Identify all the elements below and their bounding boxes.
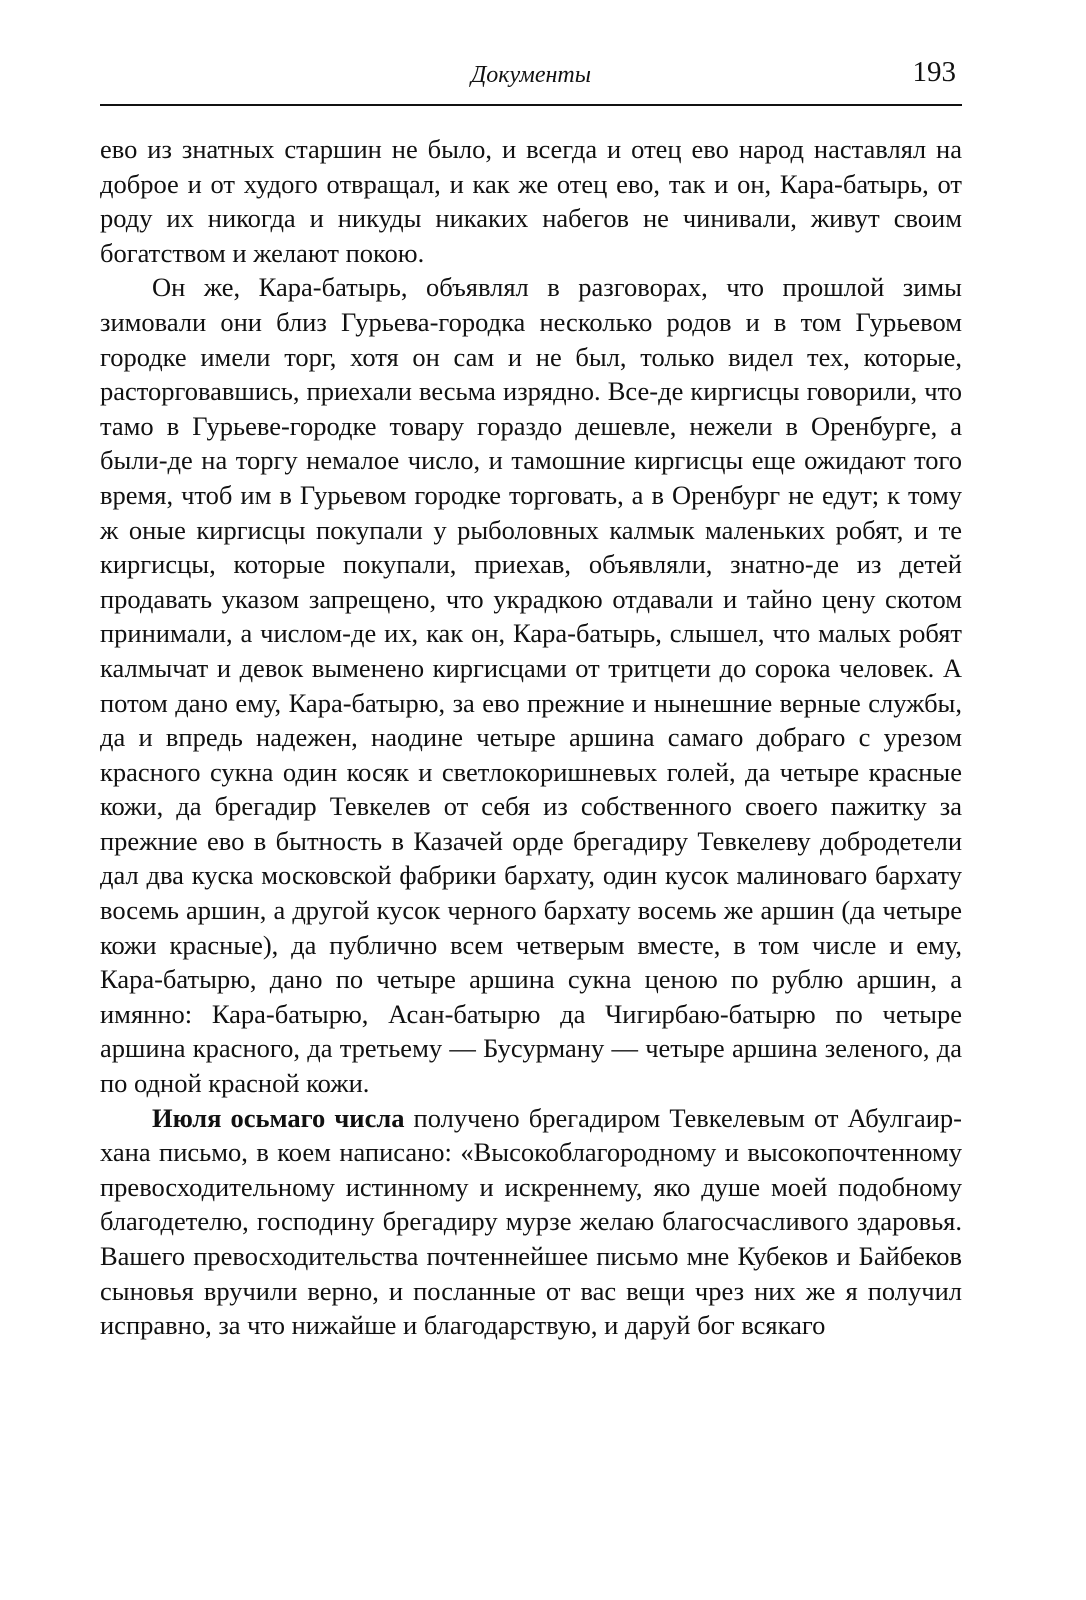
paragraph-text: получено брегадиром Тевкелевым от Абулгаир-хана письмо, в коем написано: «Высокоблагородному и высокопочтенному превосходительному истинному и искреннему, яко душе моей подобному благодетелю, господину брегадиру мурзе желаю благосчасливого здаровья. Вашего превосходительства почтеннейшее письмо мне Кубеков и Байбеков сыновья вручили верно, и посланные от вас вещи чрез них же я получил исправно, за что нижайше и благодарствую, и даруй бог всякаго: [100, 1102, 962, 1341]
page-number: 193: [912, 56, 956, 88]
paragraph-july-letter: [100, 1101, 962, 1343]
paragraph-text: Он же, Кара-батырь, объявлял в разговорах, что прошлой зимы зимовали они близ Гурьева-городка несколько родов и в том Гурьевом городке имели торг, хотя он сам и не был, только видел тех, которые, расторговавшись, приехали весьма изрядно. Все-де киргисцы говорили, что тамо в Гурьеве-городке товару гораздо дешевле, нежели в Оренбурге, а были-де на торгу немалое число, и тамошние киргисцы еще ожидают того время, чтоб им в Гурьевом городке торговать, а в Оренбург не едут; к тому ж оные киргисцы покупали у рыболовных калмык маленьких робят, и те киргисцы, которые покупали, приехав, объявляли, знатно-де из детей продавать указом запрещено, что украдкою отдавали и тайно цену скотом принимали, а числом-де их, как он, Кара-батырь, слышел, что малых робят калмычат и девок выменено киргисцами от тритцети до сорока человек. А потом дано ему, Кара-батырю, за ево прежние и нынешние верные службы, да и впредь надежен, наодине четыре аршина самаго добраго с урезом красного сукна один косяк и светлокоришневых голей, да четыре красные кожи, да брегадир Тевкелев от себя из собственного своего пажитку за прежние ево в бытность в Казачей орде брегадиру Тевкелеву добродетели дал два куска московской фабрики бархату, один кусок малиноваго бархату восемь аршин, а другой кусок черного бархату восемь же аршин (да четыре кожи красные), да публично всем четверым вместе, в том числе и ему, Кара-батырю, дано по четыре аршина сукна ценою по рублю аршин, а имянно: Кара-батырю, Асан-батырю да Чигирбаю-батырю по четыре аршина красного, да третьему — Бусурману — четыре аршина зеленого, да по одной красной кожи.: [100, 272, 962, 1099]
paragraph-kara-batyr: [100, 270, 962, 1100]
running-head-title: Документы: [470, 62, 591, 88]
body-text: [100, 132, 962, 1343]
book-page: [100, 52, 962, 1343]
paragraph-continuation: [100, 132, 962, 270]
paragraph-text: ево из знатных старшин не было, и всегда и отец ево народ наставлял на доброе и от худого отвращал, и как же отец ево, так и он, Кара-батырь, от роду их никогда и никуды никаких набегов не чинивали, живут своим богатством и желают покою.: [100, 134, 962, 268]
running-head: [100, 52, 962, 106]
paragraph-lead-date: Июля осьмаго числа: [152, 1102, 405, 1133]
